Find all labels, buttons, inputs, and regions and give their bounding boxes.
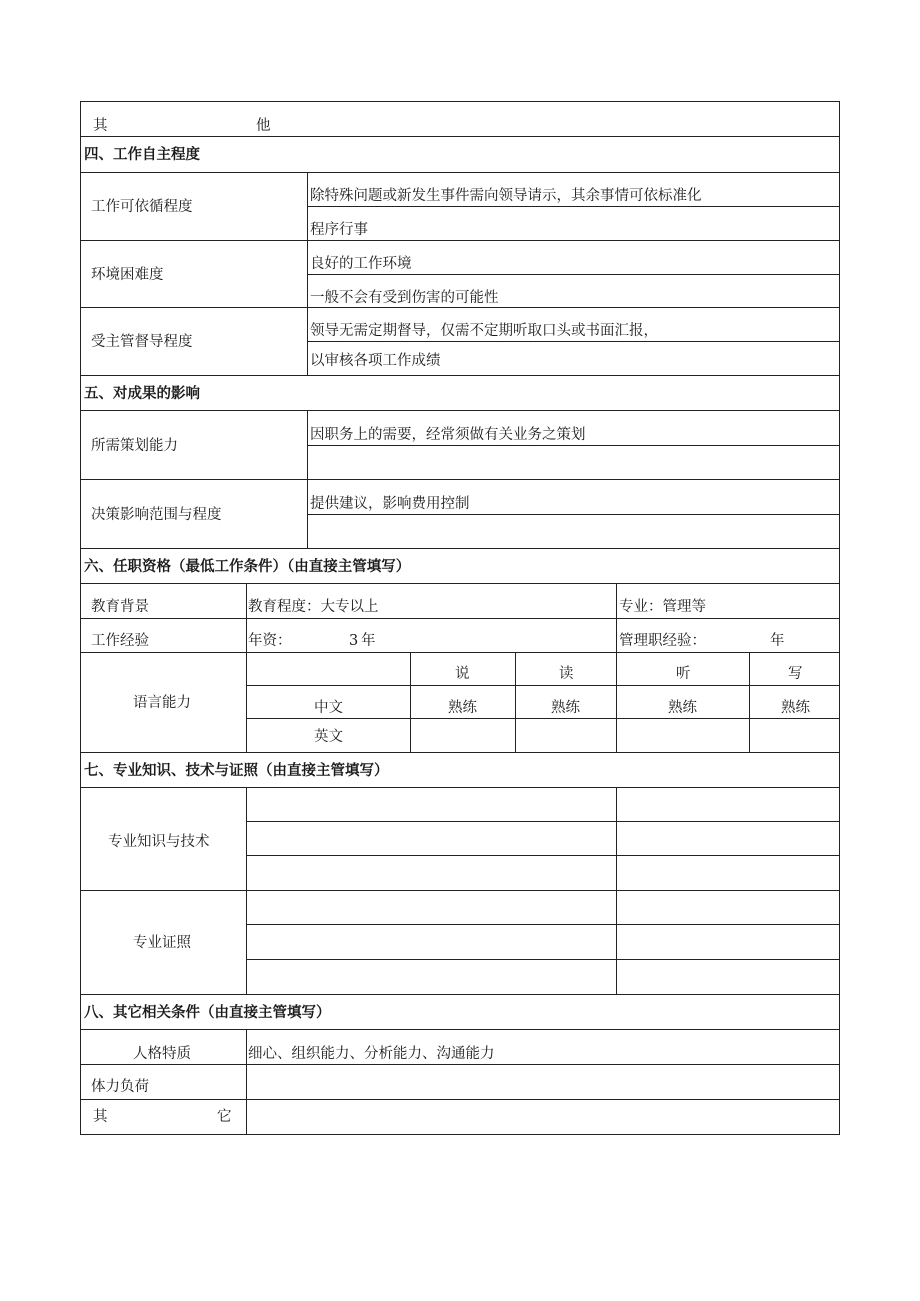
lang-chinese-read: 熟练: [551, 700, 580, 716]
other-cond-label-left: 其: [93, 1109, 108, 1125]
row-divider: [80, 375, 840, 376]
section5-title: 五、对成果的影响: [84, 385, 200, 402]
other-label-right: 他: [256, 118, 271, 134]
experience-years-unit: 年: [361, 633, 376, 649]
row-divider: [80, 618, 840, 619]
lang-chinese-write: 熟练: [781, 700, 810, 716]
section8-title: 八、其它相关条件（由直接主管填写）: [84, 1004, 331, 1021]
lang-row-english: 英文: [314, 729, 343, 745]
lang-chinese-speak: 熟练: [448, 700, 477, 716]
row-divider: [80, 994, 840, 995]
lang-header-write: 写: [788, 666, 803, 682]
s4-item2-label: 环境困难度: [91, 267, 164, 283]
row-divider: [80, 890, 840, 891]
sub-row-divider: [307, 341, 840, 342]
row-divider: [80, 752, 840, 753]
license-label: 专业证照: [133, 935, 191, 951]
experience-years-value: 3: [349, 633, 359, 649]
s4-item3-line2: 以审核各项工作成绩: [310, 353, 441, 369]
col-divider: [515, 652, 516, 752]
education-label: 教育背景: [91, 599, 149, 615]
lang-header-listen: 听: [676, 666, 691, 682]
row-divider: [80, 548, 840, 549]
sub-row-divider: [307, 274, 840, 275]
col-divider: [616, 583, 617, 652]
s4-item1-label: 工作可依循程度: [91, 199, 193, 215]
s4-item1-line2: 程序行事: [310, 222, 368, 238]
s4-item3-line1: 领导无需定期督导，仅需不定期听取口头或书面汇报，: [310, 323, 658, 339]
personality-label: 人格特质: [133, 1046, 191, 1062]
s5-item2-label: 决策影响范围与程度: [91, 507, 222, 523]
language-label: 语言能力: [133, 695, 191, 711]
row-divider: [80, 652, 840, 653]
knowledge-label: 专业知识与技术: [108, 834, 210, 850]
row-divider: [80, 787, 840, 788]
physical-label: 体力负荷: [91, 1079, 149, 1095]
row-divider: [80, 240, 840, 241]
lang-header-speak: 说: [455, 666, 470, 682]
experience-label: 工作经验: [91, 633, 149, 649]
s4-item3-label: 受主管督导程度: [91, 334, 193, 350]
col-divider: [410, 652, 411, 752]
col-divider: [616, 787, 617, 994]
sub-row-divider: [246, 821, 840, 822]
lang-chinese-listen: 熟练: [668, 700, 697, 716]
experience-mgmt-unit: 年: [770, 633, 785, 649]
col-divider: [246, 583, 247, 752]
section7-title: 七、专业知识、技术与证照（由直接主管填写）: [84, 762, 389, 779]
col-divider: [246, 1029, 247, 1135]
sub-row-divider: [246, 959, 840, 960]
row-divider: [80, 1099, 840, 1100]
education-level: 教育程度：大专以上: [248, 599, 379, 615]
sub-row-divider: [307, 445, 840, 446]
row-divider: [80, 410, 840, 411]
s4-item2-line1: 良好的工作环境: [310, 256, 412, 272]
personality-value: 细心、组织能力、分析能力、沟通能力: [248, 1046, 495, 1062]
section6-title: 六、任职资格（最低工作条件）（由直接主管填写）: [84, 558, 411, 575]
col-divider: [749, 652, 750, 752]
row-divider: [80, 479, 840, 480]
experience-mgmt-label: 管理职经验：: [619, 633, 706, 649]
lang-row-chinese: 中文: [314, 700, 343, 716]
col-divider: [307, 172, 308, 375]
s5-item1-line1: 因职务上的需要，经常须做有关业务之策划: [310, 427, 586, 443]
other-cond-label-right: 它: [217, 1109, 232, 1125]
s4-item1-line1: 除特殊问题或新发生事件需向领导请示，其余事情可依标准化: [310, 188, 702, 204]
section4-title: 四、工作自主程度: [84, 146, 200, 163]
s4-item2-line2: 一般不会有受到伤害的可能性: [310, 290, 499, 306]
sub-row-divider: [246, 685, 840, 686]
sub-row-divider: [307, 514, 840, 515]
sub-row-divider: [246, 924, 840, 925]
row-divider: [80, 1029, 840, 1030]
col-divider: [616, 652, 617, 752]
other-label-left: 其: [93, 118, 108, 134]
row-divider: [80, 172, 840, 173]
col-divider: [307, 410, 308, 548]
sub-row-divider: [307, 206, 840, 207]
education-major: 专业：管理等: [619, 599, 706, 615]
row-divider: [80, 136, 840, 137]
row-divider: [80, 307, 840, 308]
row-divider: [80, 583, 840, 584]
sub-row-divider: [246, 718, 840, 719]
lang-header-read: 读: [559, 666, 574, 682]
experience-years-label: 年资：: [248, 633, 292, 649]
s5-item2-line1: 提供建议，影响费用控制: [310, 496, 470, 512]
row-divider: [80, 1064, 840, 1065]
sub-row-divider: [246, 855, 840, 856]
s5-item1-label: 所需策划能力: [91, 438, 178, 454]
col-divider: [246, 787, 247, 994]
